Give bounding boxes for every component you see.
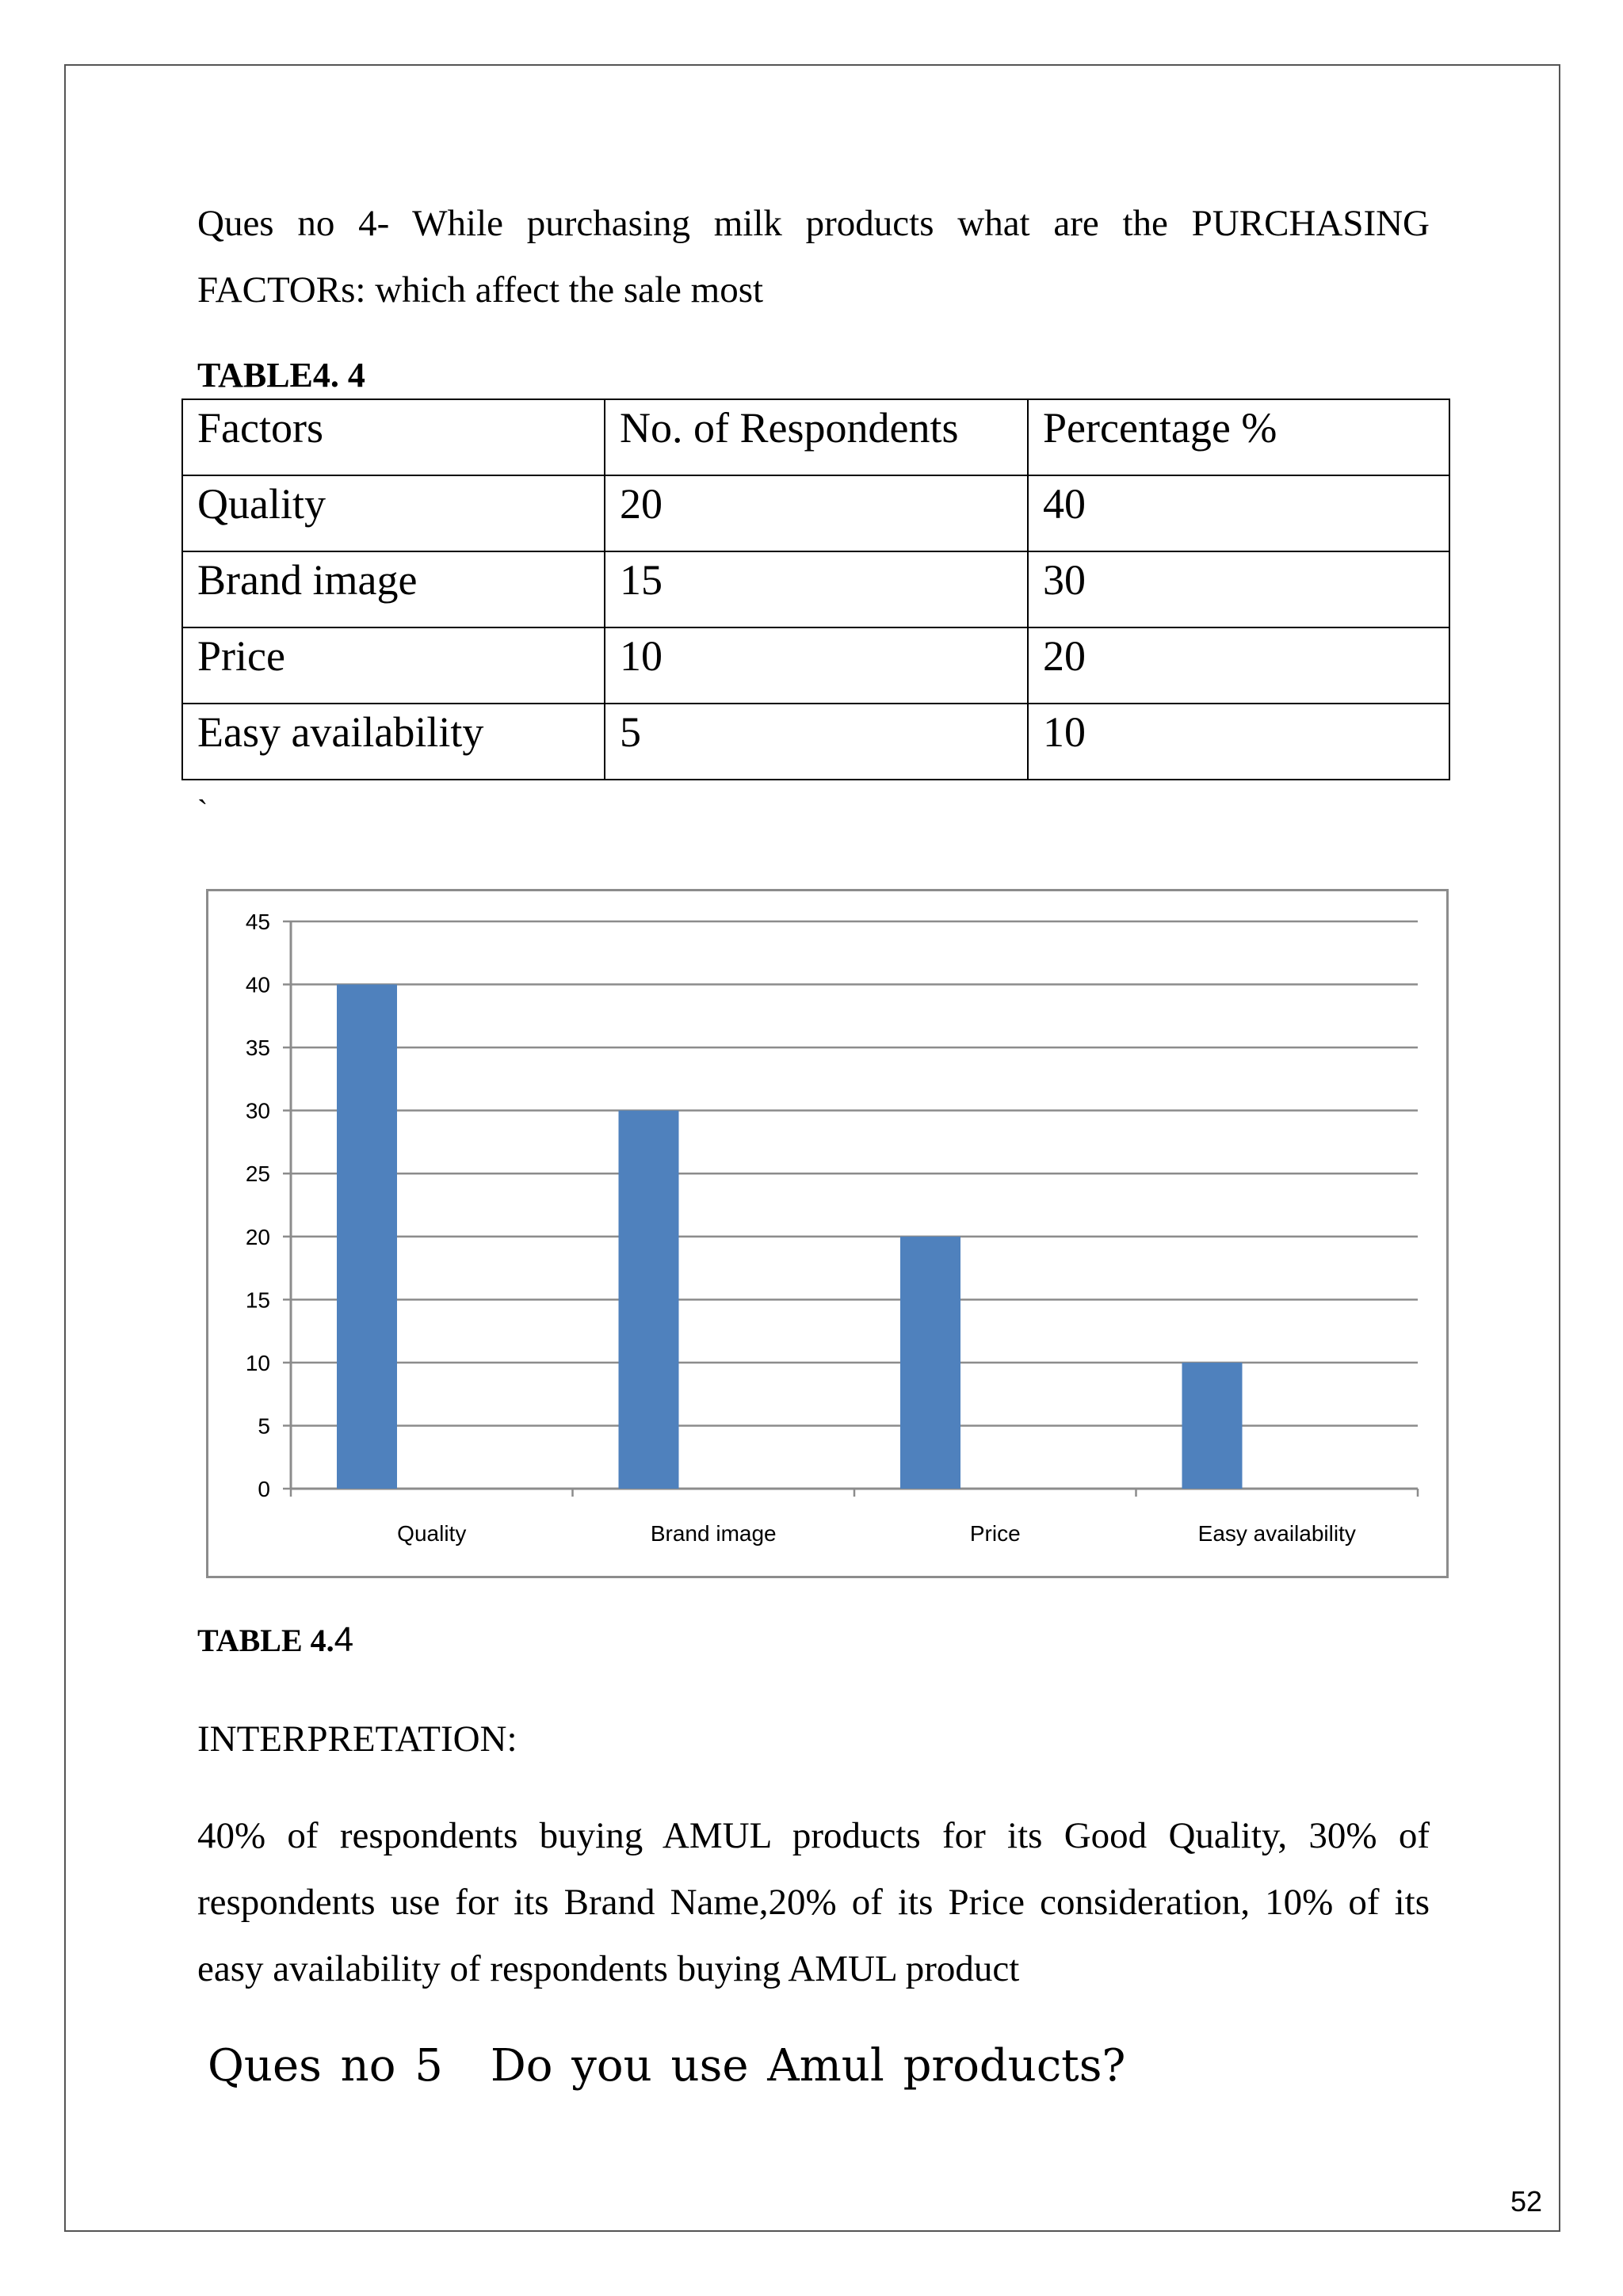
interpretation-heading: INTERPRETATION:	[197, 1718, 517, 1760]
table-cell: 40	[1028, 475, 1449, 551]
table-cell: Easy availability	[182, 704, 605, 780]
table-cell: 10	[605, 627, 1028, 704]
interpretation-body: 40% of respondents buying AMUL products for its Good Quality, 30% of respondents use for its Brand Name,20% of its Price consideration, 10% of its easy availability of respondents buying AMUL product	[197, 1815, 1430, 1989]
question-text: Ques no 4- While purchasing milk products what are the PURCHASING FACTORs: which affect the sale most	[197, 203, 1430, 311]
y-tick-label: 0	[258, 1477, 270, 1501]
table-cell: 10	[1028, 704, 1449, 780]
table-cell: 5	[605, 704, 1028, 780]
y-tick-label: 5	[258, 1413, 270, 1439]
y-tick-label: 35	[245, 1035, 270, 1061]
table-header-cell: Factors	[182, 399, 605, 475]
table-cell: 20	[605, 475, 1028, 551]
table-header-cell: No. of Respondents	[605, 399, 1028, 475]
table-row	[182, 551, 1449, 627]
next-question-label: Ques no 5	[208, 2040, 443, 2092]
stray-mark: `	[197, 793, 208, 829]
x-tick-label: Quality	[397, 1521, 467, 1546]
x-tick-label: Brand image	[650, 1521, 777, 1546]
page-number: 52	[1510, 2185, 1542, 2218]
y-tick-label: 20	[245, 1224, 270, 1249]
chart-caption-prefix: TABLE 4.	[197, 1623, 334, 1658]
x-tick-label: Easy availability	[1197, 1521, 1356, 1546]
table-cell: Price	[182, 627, 605, 704]
y-tick-label: 45	[245, 910, 270, 934]
table-header-row	[182, 399, 1449, 475]
bar	[900, 1237, 960, 1489]
table-cell: 15	[605, 551, 1028, 627]
table-cell: Brand image	[182, 551, 605, 627]
bar-chart	[206, 889, 1449, 1578]
chart-caption-number: 4	[334, 1620, 354, 1659]
y-tick-label: 40	[245, 972, 270, 997]
bar-chart-svg	[208, 891, 1446, 1576]
table-cell: 30	[1028, 551, 1449, 627]
next-question-text: Do you use Amul products?	[490, 2040, 1126, 2092]
y-tick-label: 25	[245, 1161, 270, 1187]
x-tick-label: Price	[969, 1521, 1021, 1546]
table-row	[182, 704, 1449, 780]
bar	[619, 1111, 679, 1489]
bar	[1182, 1363, 1243, 1489]
bar	[337, 985, 397, 1489]
factors-table	[181, 399, 1450, 780]
table-row	[182, 627, 1449, 704]
table-caption: TABLE4. 4	[197, 356, 365, 395]
y-tick-label: 10	[245, 1350, 270, 1375]
chart-caption	[197, 1620, 353, 1660]
next-question	[208, 2040, 1125, 2092]
table-cell: Quality	[182, 475, 605, 551]
y-tick-label: 30	[245, 1098, 270, 1123]
table-header-cell: Percentage %	[1028, 399, 1449, 475]
table-cell: 20	[1028, 627, 1449, 704]
table-row	[182, 475, 1449, 551]
y-tick-label: 15	[245, 1287, 270, 1313]
